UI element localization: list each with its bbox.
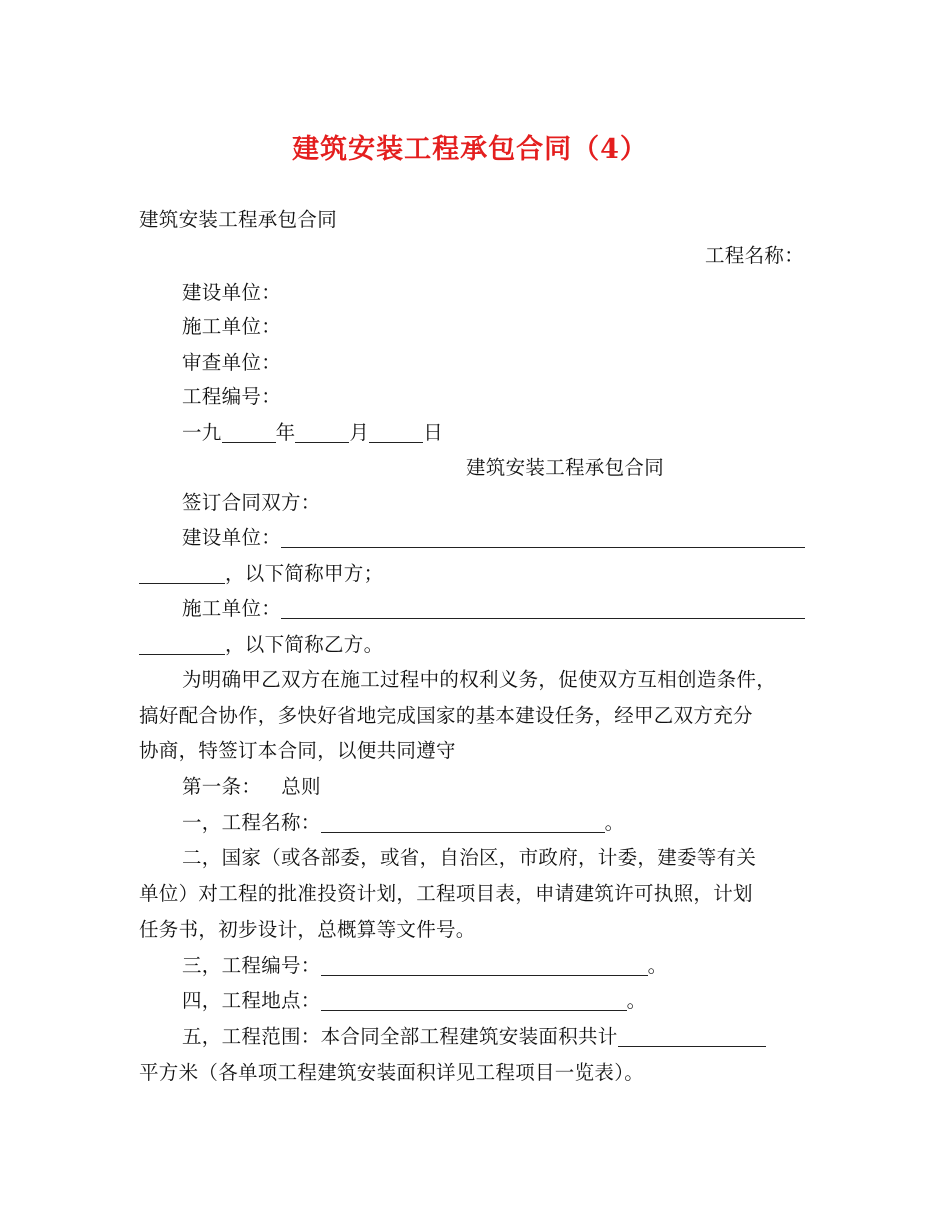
item-4-label: 四，工程地点：: [182, 989, 321, 1012]
party-owner-suffix: ，以下简称甲方；: [225, 562, 384, 585]
item-5-line-1: [182, 1024, 766, 1050]
party-contractor-blank: [281, 598, 805, 619]
item-4-blank: [321, 990, 627, 1011]
party-contractor-suffix: ，以下简称乙方。: [225, 633, 384, 656]
preamble-line-2: 搞好配合协作，多快好省地完成国家的基本建设任务，经甲乙双方充分: [139, 704, 753, 727]
item-3-blank: [321, 955, 648, 976]
day-blank: [369, 422, 423, 443]
party-owner-blank: [281, 527, 805, 548]
year-label: 年: [275, 421, 296, 444]
month-blank: [295, 422, 349, 443]
item-4-end: 。: [626, 989, 647, 1012]
party-owner-line-2: [139, 561, 383, 587]
item-1-line: [182, 810, 624, 836]
document-subtitle: 建筑安装工程承包合同: [139, 208, 338, 231]
item-1-blank: [321, 812, 605, 833]
party-contractor-blank-2: [139, 634, 225, 655]
preamble-line-1: 为明确甲乙双方在施工过程中的权利义务，促使双方互相创造条件，: [182, 668, 777, 691]
item-3-line: [182, 953, 667, 979]
article-1-number: 第一条：: [182, 775, 262, 798]
parties-label: 签订合同双方：: [182, 491, 321, 514]
item-1-end: 。: [604, 811, 625, 834]
cover-date-line: [182, 420, 443, 446]
party-owner-line: [182, 525, 805, 551]
item-2-line-3: 任务书，初步设计，总概算等文件号。: [139, 918, 476, 941]
item-5-line-2: 平方米（各单项工程建筑安装面积详见工程项目一览表）。: [139, 1061, 645, 1084]
project-name-label: 工程名称：: [705, 244, 805, 267]
party-owner-label: 建设单位：: [182, 526, 282, 549]
item-5-blank: [618, 1026, 766, 1047]
party-owner-blank-2: [139, 563, 225, 584]
party-contractor-line-2: [139, 632, 383, 658]
center-heading: 建筑安装工程承包合同: [466, 456, 665, 479]
cover-reviewer-label: 审查单位：: [182, 351, 282, 374]
item-5-text: 五，工程范围：本合同全部工程建筑安装面积共计: [182, 1025, 618, 1048]
cover-owner-label: 建设单位：: [182, 281, 282, 304]
article-1-heading: [182, 774, 321, 800]
article-1-title: 总则: [281, 775, 321, 798]
item-3-label: 三，工程编号：: [182, 954, 321, 977]
preamble-line-3: 协商，特签订本合同，以便共同遵守: [139, 739, 456, 762]
cover-project-no-label: 工程编号：: [182, 385, 282, 408]
document-title: 建筑安装工程承包合同（4）: [292, 134, 648, 165]
item-1-label: 一，工程名称：: [182, 811, 321, 834]
day-label: 日: [423, 421, 444, 444]
party-contractor-line: [182, 596, 805, 622]
year-blank: [222, 422, 276, 443]
item-2-line-1: 二，国家（或各部委，或省，自治区，市政府，计委，建委等有关: [182, 846, 757, 869]
item-2-line-2: 单位）对工程的批准投资计划，工程项目表，申请建筑许可执照，计划: [139, 882, 753, 905]
date-prefix: 一九: [182, 421, 222, 444]
item-4-line: [182, 988, 646, 1014]
party-contractor-label: 施工单位：: [182, 597, 282, 620]
cover-contractor-label: 施工单位：: [182, 315, 282, 338]
item-3-end: 。: [647, 954, 668, 977]
month-label: 月: [349, 421, 370, 444]
